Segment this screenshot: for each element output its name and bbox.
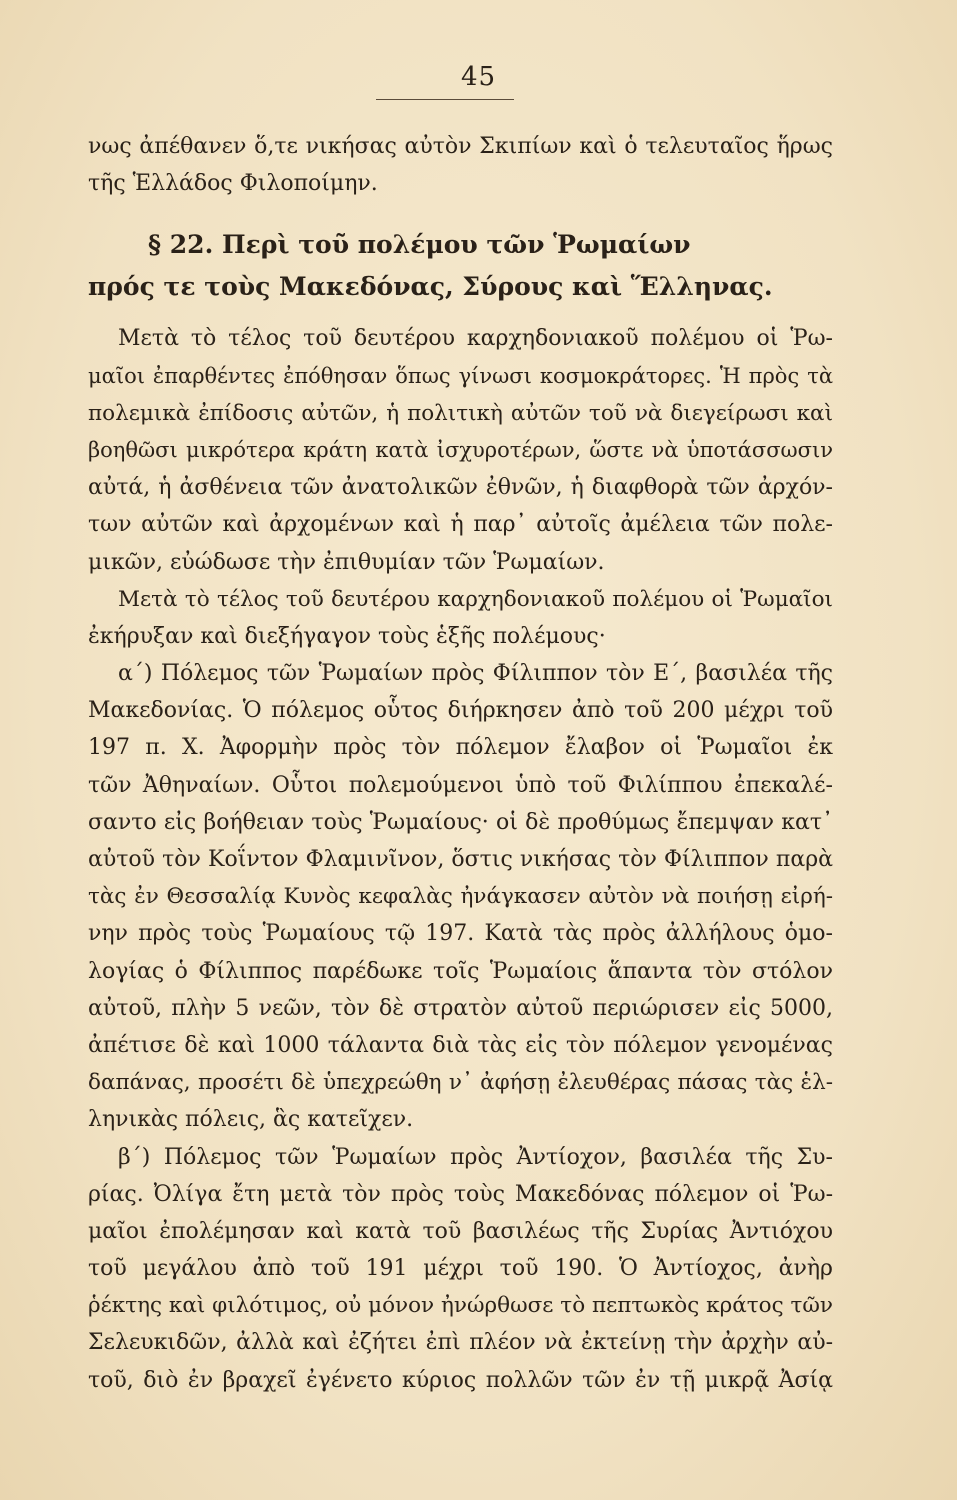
header-rule [376, 99, 514, 100]
text-line: ἐκήρυξαν καὶ διεξήγαγον τοὺς ἑξῆς πολέμους· [88, 623, 606, 649]
text-line: τὰς ἐν Θεσσαλίᾳ Κυνὸς κεφαλὰς ἠνάγκασεν αὐτὸν νὰ ποιήσῃ εἰρή- [88, 884, 833, 910]
text-line: τοῦ μεγάλου ἀπὸ τοῦ 191 μέχρι τοῦ 190. Ὁ Ἀντίοχος, ἀνὴρ [88, 1256, 833, 1282]
text-line: α΄) Πόλεμος τῶν Ῥωμαίων πρὸς Φίλιππον τὸν Ε΄, βασιλέα τῆς [118, 661, 833, 687]
text-line: σαντο εἰς βοήθειαν τοὺς Ῥωμαίους· οἱ δὲ προθύμως ἔπεμψαν κατ᾿ [88, 809, 833, 835]
text-line: πολεμικὰ ἐπίδοσις αὐτῶν, ἡ πολιτικὴ αὐτῶν τοῦ νὰ διεγείρωσι καὶ [88, 400, 833, 426]
section-heading-line: πρός τε τοὺς Μακεδόνας, Σύρους καὶ Ἕλληνας. [88, 272, 773, 302]
text-line: ῥέκτης καὶ φιλότιμος, οὐ μόνον ἠνώρθωσε τὸ πεπτωκὸς κράτος τῶν [88, 1293, 833, 1319]
text-line: αὐτοῦ, πλὴν 5 νεῶν, τὸν δὲ στρατὸν αὐτοῦ περιώρισεν εἰς 5000, [88, 995, 833, 1021]
text-line: αὐτά, ἡ ἀσθένεια τῶν ἀνατολικῶν ἐθνῶν, ἡ διαφθορὰ τῶν ἀρχόν- [88, 475, 833, 501]
text-line: ληνικὰς πόλεις, ἃς κατεῖχεν. [88, 1107, 414, 1133]
text-line: αὐτοῦ τὸν Κοΐντον Φλαμινῖνον, ὅστις νικήσας τὸν Φίλιππον παρὰ [88, 847, 833, 872]
text-line: ἀπέτισε δὲ καὶ 1000 τάλαντα διὰ τὰς εἰς τὸν πόλεμον γενομένας [88, 1032, 833, 1058]
text-line: τῆς Ἑλλάδος Φιλοποίμην. [88, 171, 378, 197]
text-line: Μετὰ τὸ τέλος τοῦ δευτέρου καρχηδονιακοῦ πολέμου οἱ Ῥωμαῖοι [118, 586, 833, 612]
page-number: 45 [460, 62, 497, 92]
text-line: μικῶν, εὐώδωσε τὴν ἐπιθυμίαν τῶν Ῥωμαίων. [88, 549, 605, 575]
text-line: Σελευκιδῶν, ἀλλὰ καὶ ἐζήτει ἐπὶ πλέον νὰ ἐκτείνῃ τὴν ἀρχὴν αὐ- [88, 1330, 833, 1356]
text-line: νως ἀπέθανεν ὅ,τε νικήσας αὐτὸν Σκιπίων καὶ ὁ τελευταῖος ἥρως [88, 134, 833, 159]
text-line: τῶν Ἀθηναίων. Οὗτοι πολεμούμενοι ὑπὸ τοῦ Φιλίππου ἐπεκαλέ- [88, 772, 833, 798]
text-line: ρίας. Ὀλίγα ἔτη μετὰ τὸν πρὸς τοὺς Μακεδόνας πόλεμον οἱ Ῥω- [88, 1181, 833, 1207]
text-line: των αὐτῶν καὶ ἀρχομένων καὶ ἡ παρ᾿ αὐτοῖς ἀμέλεια τῶν πολε- [88, 512, 833, 538]
text-line: μαῖοι ἐπαρθέντες ἐπόθησαν ὅπως γίνωσι κοσμοκράτορες. Ἡ πρὸς τὰ [88, 363, 833, 388]
text-line: Μετὰ τὸ τέλος τοῦ δευτέρου καρχηδονιακοῦ πολέμου οἱ Ῥω- [118, 326, 833, 352]
text-line: β΄) Πόλεμος τῶν Ῥωμαίων πρὸς Ἀντίοχον, βασιλέα τῆς Συ- [118, 1144, 833, 1170]
text-line: βοηθῶσι μικρότερα κράτη κατὰ ἰσχυροτέρων, ὥστε νὰ ὑποτάσσωσιν [88, 437, 833, 462]
body-text [88, 128, 833, 1399]
section-heading-line: § 22. Περὶ τοῦ πολέμου τῶν Ῥωμαίων [148, 230, 691, 260]
text-line: μαῖοι ἐπολέμησαν καὶ κατὰ τοῦ βασιλέως τῆς Συρίας Ἀντιόχου [88, 1218, 833, 1244]
text-line: 197 π. Χ. Ἀφορμὴν πρὸς τὸν πόλεμον ἔλαβον οἱ Ῥωμαῖοι ἐκ [88, 735, 833, 761]
text-line: λογίας ὁ Φίλιππος παρέδωκε τοῖς Ῥωμαίοις ἅπαντα τὸν στόλον [88, 958, 833, 984]
text-line: τοῦ, διὸ ἐν βραχεῖ ἐγένετο κύριος πολλῶν τῶν ἐν τῇ μικρᾷ Ἀσίᾳ [88, 1367, 833, 1393]
text-line: δαπάνας, προσέτι δὲ ὑπεχρεώθη ν᾿ ἀφήσῃ ἐλευθέρας πάσας τὰς ἑλ- [88, 1070, 833, 1096]
text-line: νην πρὸς τοὺς Ῥωμαίους τῷ 197. Κατὰ τὰς πρὸς ἀλλήλους ὁμο- [88, 921, 833, 947]
text-line: Μακεδονίας. Ὁ πόλεμος οὗτος διήρκησεν ἀπὸ τοῦ 200 μέχρι τοῦ [88, 698, 833, 724]
